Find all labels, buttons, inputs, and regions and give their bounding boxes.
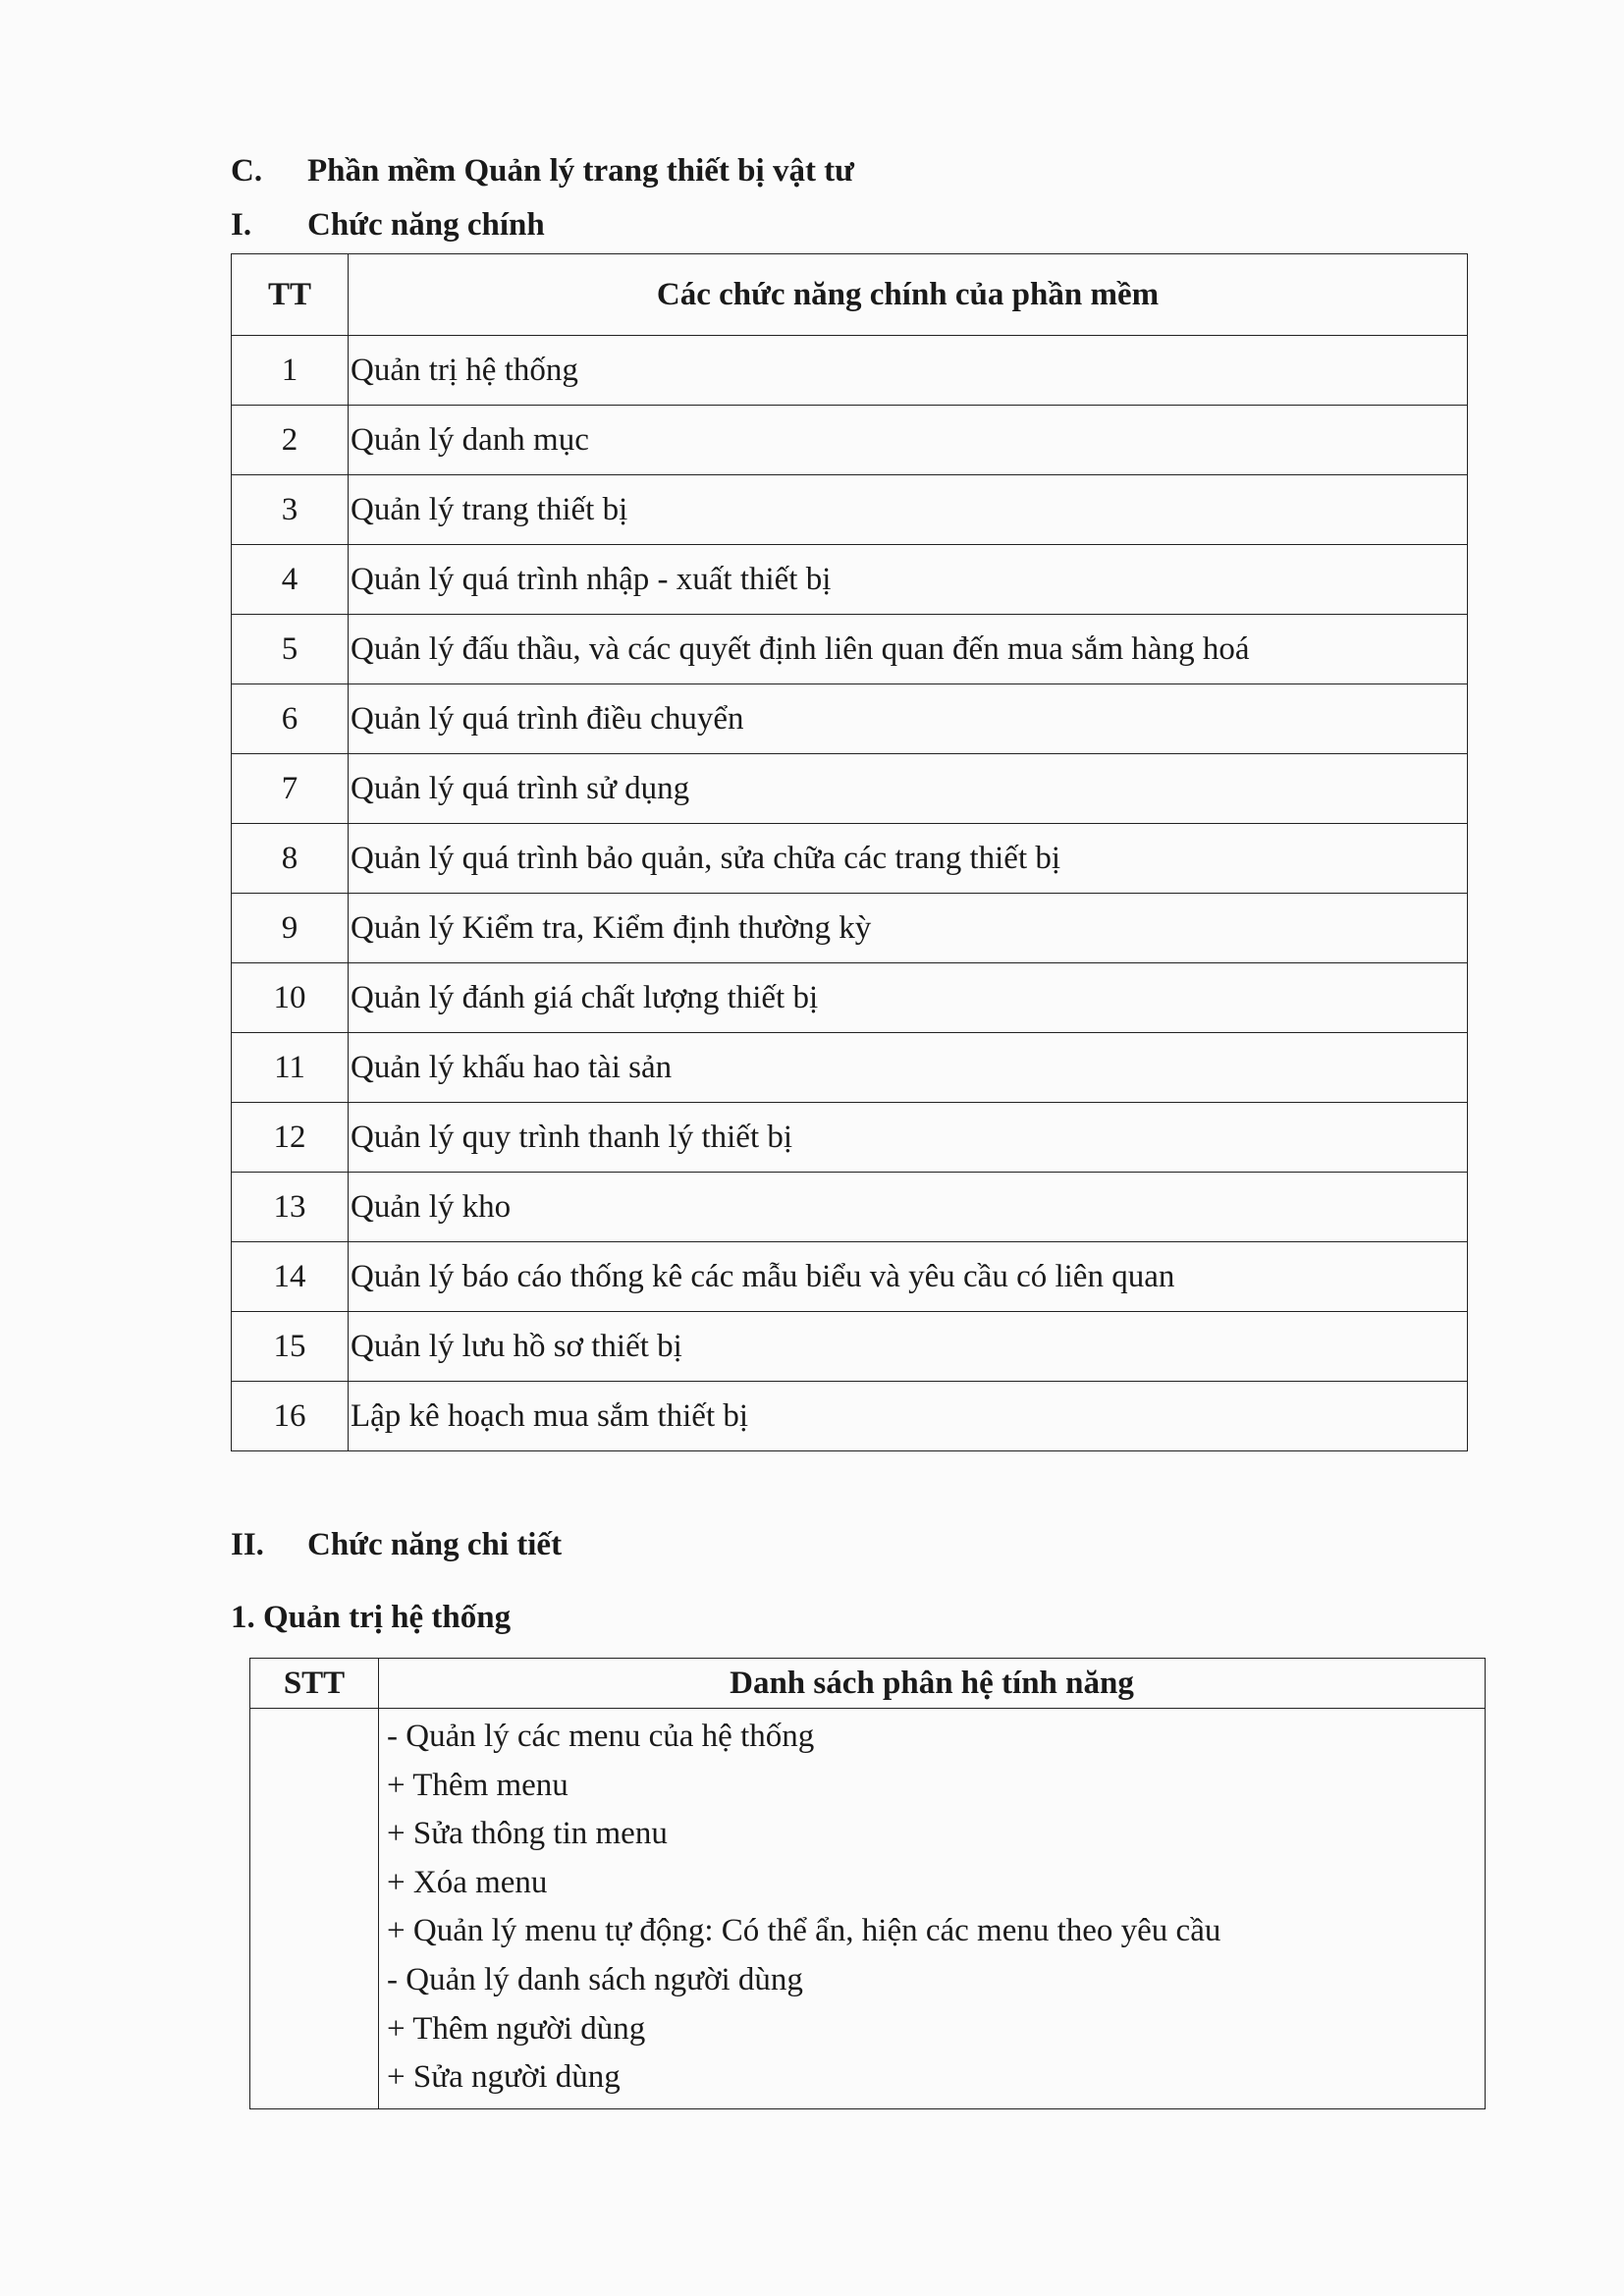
table-row [232, 336, 1468, 406]
row-number-cell: 9 [232, 894, 349, 963]
feature-line: + Sửa thông tin menu [387, 1816, 668, 1852]
table-row [232, 475, 1468, 545]
row-number-cell: 3 [232, 475, 349, 545]
section-ii-title: Chức năng chi tiết [307, 1527, 563, 1562]
feature-list-cell [379, 1709, 1486, 2109]
section-ii-number: II. [231, 1527, 264, 1562]
row-number-cell: 8 [232, 824, 349, 894]
function-name-cell: Quản lý danh mục [349, 406, 1468, 475]
feature-line: + Xóa menu [387, 1864, 548, 1900]
stt-cell [250, 1709, 379, 2109]
row-number-cell: 10 [232, 963, 349, 1033]
table-row [232, 1173, 1468, 1242]
row-number-cell: 14 [232, 1242, 349, 1312]
table-row [232, 406, 1468, 475]
section-i-number: I. [231, 207, 252, 243]
feature-line: + Thêm người dùng [387, 2010, 646, 2047]
table-row [232, 1242, 1468, 1312]
feature-line: - Quản lý các menu của hệ thống [387, 1719, 815, 1754]
function-name-cell: Quản lý trang thiết bị [349, 475, 1468, 545]
row-number-cell: 1 [232, 336, 349, 406]
section-i-heading [231, 205, 545, 245]
function-name-cell: Quản lý quá trình bảo quản, sửa chữa các trang thiết bị [349, 824, 1468, 894]
section-c-title: Phần mềm Quản lý trang thiết bị vật tư [307, 153, 854, 189]
table-row [232, 545, 1468, 615]
row-number-cell: 11 [232, 1033, 349, 1103]
section-ii-heading [231, 1525, 562, 1564]
row-number-cell: 4 [232, 545, 349, 615]
row-number-cell: 5 [232, 615, 349, 684]
function-name-cell: Quản lý Kiểm tra, Kiểm định thường kỳ [349, 894, 1468, 963]
table-row [232, 684, 1468, 754]
row-number-cell: 6 [232, 684, 349, 754]
function-name-cell: Quản lý quá trình nhập - xuất thiết bị [349, 545, 1468, 615]
section-i-title: Chức năng chính [307, 207, 545, 243]
table-row [232, 1382, 1468, 1451]
section-c-number: C. [231, 153, 263, 189]
table-row [232, 963, 1468, 1033]
table-header-row [250, 1659, 1486, 1709]
main-functions-table [231, 253, 1468, 1451]
function-name-cell: Quản lý khấu hao tài sản [349, 1033, 1468, 1103]
function-name-cell: Quản lý lưu hồ sơ thiết bị [349, 1312, 1468, 1382]
feature-line: + Sửa người dùng [387, 2059, 621, 2096]
function-name-cell: Quản lý báo cáo thống kê các mẫu biểu và yêu cầu có liên quan [349, 1242, 1468, 1312]
function-name-cell: Lập kê hoạch mua sắm thiết bị [349, 1382, 1468, 1451]
stt-header: STT [250, 1659, 379, 1709]
table-row [232, 824, 1468, 894]
tt-header: TT [232, 254, 349, 336]
section-c-heading [231, 151, 854, 191]
row-number-cell: 7 [232, 754, 349, 824]
feature-line: + Thêm menu [387, 1767, 568, 1803]
function-name-cell: Quản trị hệ thống [349, 336, 1468, 406]
table-row [232, 754, 1468, 824]
table-row [232, 615, 1468, 684]
row-number-cell: 15 [232, 1312, 349, 1382]
function-name-cell: Quản lý đấu thầu, và các quyết định liên quan đến mua sắm hàng hoá [349, 615, 1468, 684]
table-row [250, 1709, 1486, 2109]
subsection-1-heading: 1. Quản trị hệ thống [231, 1600, 512, 1635]
feature-list-header: Danh sách phân hệ tính năng [379, 1659, 1486, 1709]
table-row [232, 1033, 1468, 1103]
table-row [232, 1312, 1468, 1382]
function-name-cell: Quản lý quá trình điều chuyển [349, 684, 1468, 754]
feature-line: + Quản lý menu tự động: Có thể ẩn, hiện các menu theo yêu cầu [387, 1913, 1221, 1949]
function-name-cell: Quản lý kho [349, 1173, 1468, 1242]
feature-line: - Quản lý danh sách người dùng [387, 1961, 803, 1997]
row-number-cell: 2 [232, 406, 349, 475]
table-header-row [232, 254, 1468, 336]
function-name-cell: Quản lý quá trình sử dụng [349, 754, 1468, 824]
table-row [232, 1103, 1468, 1173]
row-number-cell: 16 [232, 1382, 349, 1451]
row-number-cell: 12 [232, 1103, 349, 1173]
table-row [232, 894, 1468, 963]
row-number-cell: 13 [232, 1173, 349, 1242]
function-name-cell: Quản lý đánh giá chất lượng thiết bị [349, 963, 1468, 1033]
feature-detail-table [249, 1658, 1486, 2109]
functions-header: Các chức năng chính của phần mềm [349, 254, 1468, 336]
function-name-cell: Quản lý quy trình thanh lý thiết bị [349, 1103, 1468, 1173]
